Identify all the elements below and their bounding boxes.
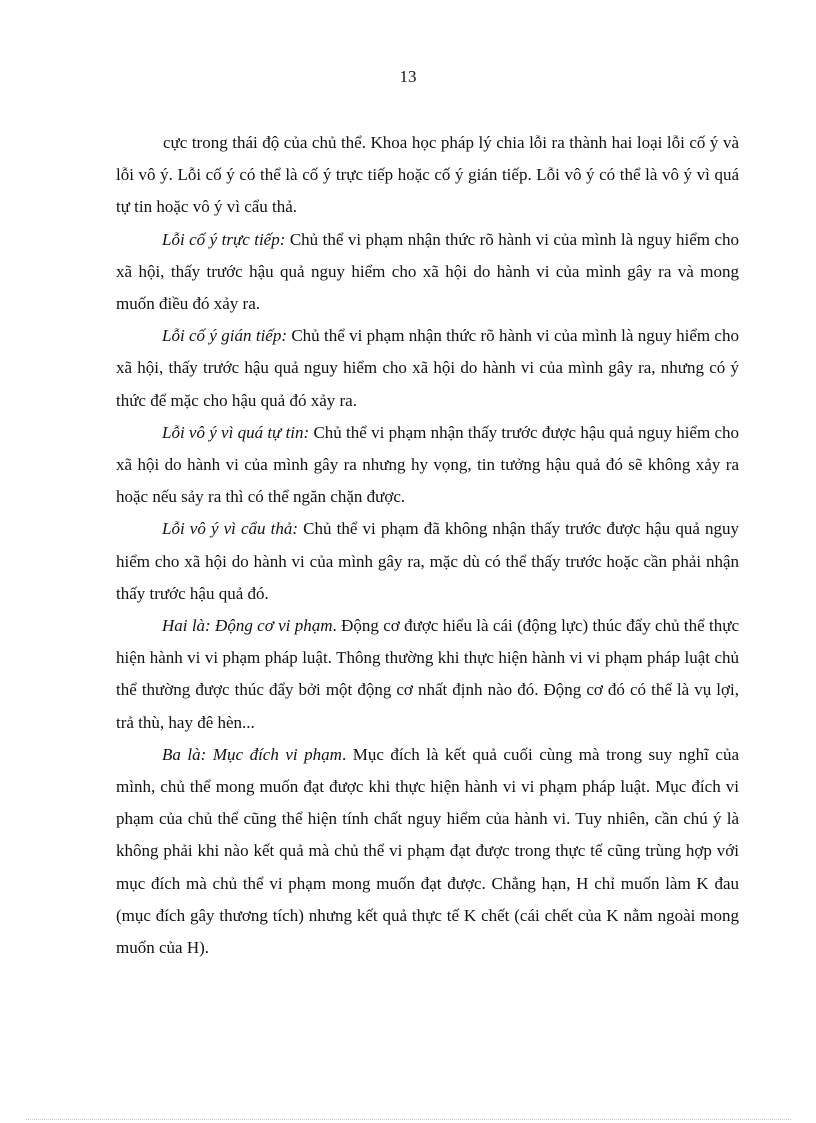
- page-number: 13: [399, 67, 417, 86]
- paragraph-text: Chủ thể vi phạm đã không nhận thấy trước được hậu quả nguy hiểm cho xã hội do hành vi của mình gây ra, mặc dù có thể thấy trước hoặc cần phải nhận thấy trước hậu quả đó.: [116, 519, 740, 603]
- paragraph-text: Chủ thể vi phạm nhận thấy trước được hậu quả nguy hiểm cho xã hội do hành vi của mình gây ra nhưng hy vọng, tin tưởng hậu quả đó sẽ không xảy ra hoặc nếu sảy ra thì có thể ngăn chặn được.: [116, 422, 739, 507]
- paragraph-continued: [116, 127, 739, 224]
- paragraph-lead: Hai là: Động cơ vi phạm: [162, 616, 333, 636]
- page-bottom-divider: [26, 1119, 791, 1120]
- paragraph-purpose: [116, 739, 739, 964]
- paragraph-lead: Lỗi vô ý vì cẩu thả:: [162, 519, 299, 539]
- paragraph-lead: Lỗi cố ý trực tiếp:: [162, 229, 286, 249]
- paragraph-direct-intent: [116, 224, 739, 321]
- paragraph-indirect-intent: [116, 320, 739, 417]
- paragraph-overconfidence: [116, 417, 739, 514]
- paragraph-text: Chủ thể vi phạm nhận thức rõ hành vi của mình là nguy hiểm cho xã hội, thấy trước hậu quả nguy hiểm cho xã hội do hành vi của mình gây ra và mong muốn điều đó xảy ra.: [116, 229, 739, 314]
- paragraph-text: . Mục đích là kết quả cuối cùng mà trong suy nghĩ của mình, chủ thể mong muốn đạt được khi thực hiện hành vi vi phạm pháp luật. Mục đích vi phạm của chủ thể cũng thể hiện tính chất nguy hiểm của hành vi. Tuy nhiên, cần chú ý là không phải khi nào kết quả mà chủ thể vi phạm đạt được trong thực tế cũng trùng hợp với mục đích mà chủ thể vi phạm mong muốn đạt được. Chẳng hạn, H chỉ muốn làm K đau (mục đích gây thương tích) nhưng kết quả thực tế K chết (cái chết của K nằm ngoài mong muốn của H).: [116, 744, 739, 958]
- paragraph-carelessness: [116, 513, 739, 610]
- paragraph-lead: Lỗi cố ý gián tiếp:: [162, 326, 287, 346]
- paragraph-text: Chủ thể vi phạm nhận thức rõ hành vi của mình là nguy hiểm cho xã hội, thấy trước hậu quả nguy hiểm cho xã hội do hành vi của mình gây ra, nhưng có ý thức để mặc cho hậu quả đó xảy ra.: [116, 326, 739, 410]
- paragraph-text: . Động cơ được hiểu là cái (động lực) thúc đẩy chủ thể thực hiện hành vi vi phạm pháp luật. Thông thường khi thực hiện hành vi vi phạm pháp luật chủ thể thường được thúc đẩy bởi một động cơ nhất định nào đó. Động cơ đó có thể là vụ lợi, trả thù, hay đê hèn...: [116, 616, 740, 732]
- document-body: [116, 127, 739, 964]
- paragraph-text: cực trong thái độ của chủ thể. Khoa học pháp lý chia lỗi ra thành hai loại lỗi cố ý và lỗi vô ý. Lỗi cố ý có thể là cố ý trực tiếp hoặc cố ý gián tiếp. Lỗi vô ý có thể là vô ý vì quá tự tin hoặc vô ý vì cẩu thả.: [116, 133, 739, 217]
- paragraph-lead: Lỗi vô ý vì quá tự tin:: [162, 422, 310, 442]
- paragraph-lead: Ba là: Mục đích vi phạm: [162, 744, 342, 764]
- paragraph-motive: [116, 610, 739, 739]
